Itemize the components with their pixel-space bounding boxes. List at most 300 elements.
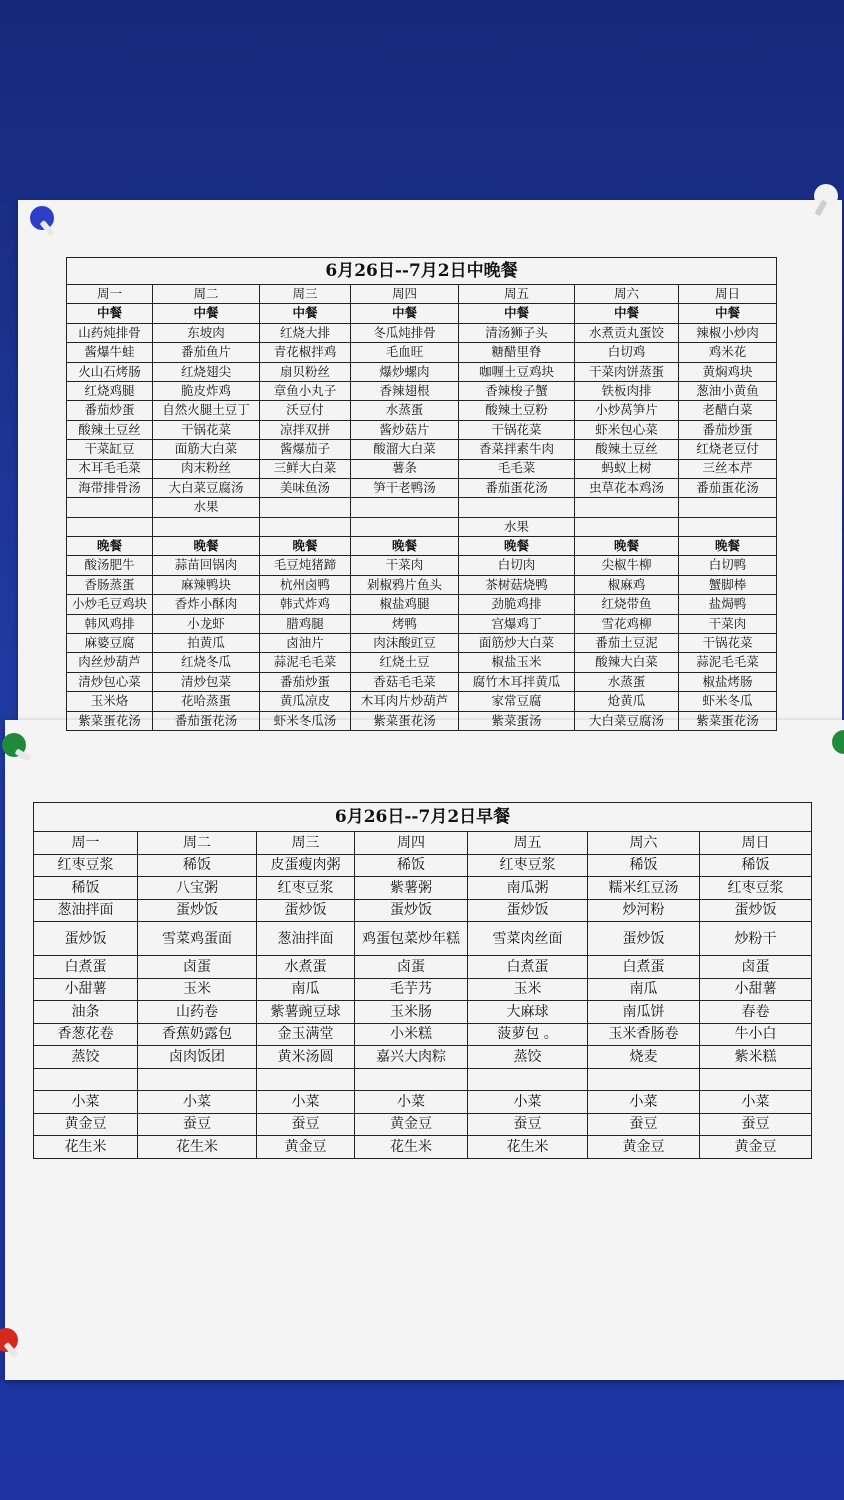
menu-cell: 周三 xyxy=(257,832,355,855)
menu-cell: 蛋炒饭 xyxy=(257,899,355,922)
menu-cell: 木耳毛毛菜 xyxy=(67,459,153,478)
menu-cell: 美味鱼汤 xyxy=(260,478,351,497)
menu-cell: 酱爆牛蛙 xyxy=(67,343,153,362)
lunch-dish-row xyxy=(67,459,777,478)
menu-cell: 糯米红豆汤 xyxy=(588,877,700,900)
menu-cell: 肉末粉丝 xyxy=(153,459,260,478)
menu-cell: 毛毛菜 xyxy=(459,459,575,478)
menu-cell xyxy=(34,1068,138,1091)
menu-cell: 紫菜蛋花汤 xyxy=(679,711,777,730)
menu-cell: 黄金豆 xyxy=(257,1136,355,1159)
menu-cell: 小米糕 xyxy=(355,1023,468,1046)
menu-cell: 椒盐玉米 xyxy=(459,653,575,672)
menu-cell: 干菜肉 xyxy=(679,614,777,633)
menu-cell: 自然火腿土豆丁 xyxy=(153,401,260,420)
menu-cell: 山药炖排骨 xyxy=(67,323,153,342)
menu-cell: 白煮蛋 xyxy=(588,956,700,979)
menu-cell: 南瓜粥 xyxy=(468,877,588,900)
lunch-dish-row xyxy=(67,401,777,420)
menu-cell: 酸汤肥牛 xyxy=(67,556,153,575)
menu-cell xyxy=(67,517,153,536)
menu-cell: 番茄炒蛋 xyxy=(260,672,351,691)
menu-cell: 卤蛋 xyxy=(138,956,257,979)
menu-cell: 椒盐烤肠 xyxy=(679,672,777,691)
menu-cell: 紫菜蛋花汤 xyxy=(67,711,153,730)
menu-cell: 酱爆茄子 xyxy=(260,440,351,459)
menu-cell: 小菜 xyxy=(355,1091,468,1114)
menu-cell: 蛋炒饭 xyxy=(468,899,588,922)
menu-cell: 椒盐鸡腿 xyxy=(351,595,459,614)
menu-cell: 酸溜大白菜 xyxy=(351,440,459,459)
menu-cell: 腐竹木耳拌黄瓜 xyxy=(459,672,575,691)
menu-cell xyxy=(700,1068,812,1091)
menu-cell: 蒜泥毛毛菜 xyxy=(679,653,777,672)
lunch-dish-row xyxy=(67,381,777,400)
menu-cell: 宫爆鸡丁 xyxy=(459,614,575,633)
white-pushpin xyxy=(814,184,838,208)
menu-cell: 番茄蛋花汤 xyxy=(459,478,575,497)
menu-cell: 炒粉干 xyxy=(700,922,812,956)
breakfast-row xyxy=(34,1023,812,1046)
menu-cell: 水果 xyxy=(153,498,260,517)
menu-cell: 周一 xyxy=(67,285,153,304)
menu-cell: 葱油拌面 xyxy=(34,899,138,922)
menu-cell: 鸡蛋包菜炒年糕 xyxy=(355,922,468,956)
menu-cell: 稀饭 xyxy=(138,854,257,877)
menu-cell: 雪花鸡柳 xyxy=(575,614,679,633)
menu-cell: 爆炒螺肉 xyxy=(351,362,459,381)
menu-cell: 南瓜 xyxy=(588,978,700,1001)
menu-cell: 中餐 xyxy=(260,304,351,323)
menu-cell xyxy=(260,517,351,536)
menu-cell xyxy=(468,1068,588,1091)
menu-cell: 干菜缸豆 xyxy=(67,440,153,459)
menu-cell xyxy=(355,1068,468,1091)
menu-cell: 三鲜大白菜 xyxy=(260,459,351,478)
menu-cell: 玉米 xyxy=(468,978,588,1001)
dinner-dish-row xyxy=(67,634,777,653)
menu-cell: 水煮贡丸蛋饺 xyxy=(575,323,679,342)
menu-cell: 干菜肉 xyxy=(351,556,459,575)
menu-cell: 番茄蛋花汤 xyxy=(153,711,260,730)
menu-cell: 蟹脚棒 xyxy=(679,575,777,594)
menu-cell: 花生米 xyxy=(355,1136,468,1159)
menu-cell: 小甜薯 xyxy=(34,978,138,1001)
menu-cell: 麻婆豆腐 xyxy=(67,634,153,653)
breakfast-row xyxy=(34,854,812,877)
menu-cell: 拍黄瓜 xyxy=(153,634,260,653)
menu-cell: 蚕豆 xyxy=(700,1113,812,1136)
menu-cell: 蛋炒饭 xyxy=(700,899,812,922)
breakfast-row xyxy=(34,978,812,1001)
menu-cell: 干锅花菜 xyxy=(679,634,777,653)
menu-cell: 老醋白菜 xyxy=(679,401,777,420)
menu-cell: 虾米冬瓜 xyxy=(679,692,777,711)
lunch-dinner-title-row xyxy=(67,258,777,285)
weekday-header-row xyxy=(34,832,812,855)
menu-cell: 白切肉 xyxy=(459,556,575,575)
menu-cell: 鸡米花 xyxy=(679,343,777,362)
menu-cell: 红枣豆浆 xyxy=(468,854,588,877)
menu-cell: 三丝本芹 xyxy=(679,459,777,478)
menu-cell: 干锅花菜 xyxy=(153,420,260,439)
menu-cell: 晚餐 xyxy=(153,537,260,556)
menu-cell: 尖椒牛柳 xyxy=(575,556,679,575)
menu-cell: 花生米 xyxy=(138,1136,257,1159)
menu-cell: 香菇毛毛菜 xyxy=(351,672,459,691)
menu-cell: 玉米 xyxy=(138,978,257,1001)
menu-cell xyxy=(575,498,679,517)
menu-cell: 玉米烙 xyxy=(67,692,153,711)
menu-cell: 花生米 xyxy=(34,1136,138,1159)
menu-cell: 蚕豆 xyxy=(468,1113,588,1136)
menu-cell: 周四 xyxy=(351,285,459,304)
menu-cell: 蛋炒饭 xyxy=(588,922,700,956)
menu-cell: 香辣梭子蟹 xyxy=(459,381,575,400)
menu-cell: 香辣翅根 xyxy=(351,381,459,400)
menu-cell: 小炒莴笋片 xyxy=(575,401,679,420)
menu-cell xyxy=(153,517,260,536)
menu-cell: 脆皮炸鸡 xyxy=(153,381,260,400)
menu-cell: 蚕豆 xyxy=(138,1113,257,1136)
menu-cell: 干菜肉饼蒸蛋 xyxy=(575,362,679,381)
menu-cell: 嘉兴大肉粽 xyxy=(355,1046,468,1069)
menu-cell: 雪菜鸡蛋面 xyxy=(138,922,257,956)
menu-cell: 花生米 xyxy=(468,1136,588,1159)
menu-cell: 杭州卤鸭 xyxy=(260,575,351,594)
menu-cell: 雪菜肉丝面 xyxy=(468,922,588,956)
breakfast-menu-table xyxy=(33,802,812,1159)
dinner-dish-row xyxy=(67,614,777,633)
menu-cell: 紫薯豌豆球 xyxy=(257,1001,355,1024)
menu-cell: 清炒包心菜 xyxy=(67,672,153,691)
breakfast-title: 6月26日--7月2日早餐 xyxy=(34,803,812,832)
breakfast-row xyxy=(34,1113,812,1136)
menu-cell: 干锅花菜 xyxy=(459,420,575,439)
menu-cell: 水蒸蛋 xyxy=(575,672,679,691)
menu-cell: 大白菜豆腐汤 xyxy=(153,478,260,497)
menu-cell: 炒河粉 xyxy=(588,899,700,922)
breakfast-row xyxy=(34,899,812,922)
menu-cell xyxy=(679,517,777,536)
menu-cell: 虫草花本鸡汤 xyxy=(575,478,679,497)
menu-cell: 沃豆付 xyxy=(260,401,351,420)
menu-cell: 小菜 xyxy=(700,1091,812,1114)
menu-cell: 黄金豆 xyxy=(34,1113,138,1136)
menu-cell: 中餐 xyxy=(351,304,459,323)
menu-cell: 红枣豆浆 xyxy=(257,877,355,900)
menu-cell: 红枣豆浆 xyxy=(34,854,138,877)
menu-cell: 晚餐 xyxy=(351,537,459,556)
menu-cell: 卤肉饭团 xyxy=(138,1046,257,1069)
menu-cell: 笋干老鸭汤 xyxy=(351,478,459,497)
menu-cell: 白切鸭 xyxy=(679,556,777,575)
menu-cell: 蒸饺 xyxy=(34,1046,138,1069)
breakfast-row xyxy=(34,1136,812,1159)
menu-cell: 青花椒拌鸡 xyxy=(260,343,351,362)
menu-cell: 周四 xyxy=(355,832,468,855)
menu-cell: 周五 xyxy=(459,285,575,304)
lunch-dish-row xyxy=(67,440,777,459)
menu-cell: 晚餐 xyxy=(260,537,351,556)
menu-cell xyxy=(260,498,351,517)
menu-cell: 香蕉奶露包 xyxy=(138,1023,257,1046)
menu-cell: 烤鸭 xyxy=(351,614,459,633)
menu-cell: 酸辣土豆丝 xyxy=(575,440,679,459)
menu-cell: 晚餐 xyxy=(679,537,777,556)
menu-cell: 肉沫酸豇豆 xyxy=(351,634,459,653)
menu-cell: 面筋炒大白菜 xyxy=(459,634,575,653)
menu-cell: 香葱花卷 xyxy=(34,1023,138,1046)
menu-cell: 蚕豆 xyxy=(257,1113,355,1136)
menu-cell: 红烧鸡腿 xyxy=(67,381,153,400)
menu-cell: 稀饭 xyxy=(588,854,700,877)
menu-cell xyxy=(588,1068,700,1091)
menu-cell: 番茄炒蛋 xyxy=(67,401,153,420)
menu-cell: 水蒸蛋 xyxy=(351,401,459,420)
menu-cell: 清汤狮子头 xyxy=(459,323,575,342)
menu-cell: 葱油拌面 xyxy=(257,922,355,956)
menu-cell: 蛋炒饭 xyxy=(355,899,468,922)
menu-cell: 毛血旺 xyxy=(351,343,459,362)
menu-cell: 香炸小酥肉 xyxy=(153,595,260,614)
menu-cell: 麻辣鸭块 xyxy=(153,575,260,594)
menu-cell: 番茄蛋花汤 xyxy=(679,478,777,497)
menu-cell: 剁椒鸦片鱼头 xyxy=(351,575,459,594)
menu-cell: 章鱼小丸子 xyxy=(260,381,351,400)
menu-cell: 黄金豆 xyxy=(700,1136,812,1159)
menu-cell: 周二 xyxy=(153,285,260,304)
menu-cell: 玉米香肠卷 xyxy=(588,1023,700,1046)
menu-cell: 茶树菇烧鸭 xyxy=(459,575,575,594)
menu-cell: 周一 xyxy=(34,832,138,855)
weekday-header-row xyxy=(67,285,777,304)
menu-cell: 番茄鱼片 xyxy=(153,343,260,362)
menu-cell: 番茄土豆泥 xyxy=(575,634,679,653)
dinner-dish-row xyxy=(67,575,777,594)
menu-cell: 春卷 xyxy=(700,1001,812,1024)
menu-cell: 白煮蛋 xyxy=(468,956,588,979)
menu-cell: 稀饭 xyxy=(355,854,468,877)
menu-cell: 酸辣大白菜 xyxy=(575,653,679,672)
menu-cell: 晚餐 xyxy=(459,537,575,556)
menu-cell: 酸辣土豆粉 xyxy=(459,401,575,420)
dinner-dish-row xyxy=(67,556,777,575)
menu-cell: 家常豆腐 xyxy=(459,692,575,711)
menu-cell: 小龙虾 xyxy=(153,614,260,633)
menu-cell: 红烧冬瓜 xyxy=(153,653,260,672)
dinner-dish-row xyxy=(67,692,777,711)
menu-cell: 南瓜 xyxy=(257,978,355,1001)
menu-cell: 卤蛋 xyxy=(700,956,812,979)
menu-cell: 中餐 xyxy=(153,304,260,323)
menu-cell: 小炒毛豆鸡块 xyxy=(67,595,153,614)
menu-cell: 蒜泥毛毛菜 xyxy=(260,653,351,672)
lunch-dish-row xyxy=(67,478,777,497)
menu-cell: 卤蛋 xyxy=(355,956,468,979)
menu-cell: 白切鸡 xyxy=(575,343,679,362)
menu-cell: 水煮蛋 xyxy=(257,956,355,979)
menu-cell: 周六 xyxy=(588,832,700,855)
menu-cell: 黄瓜凉皮 xyxy=(260,692,351,711)
menu-cell: 木耳肉片炒葫芦 xyxy=(351,692,459,711)
menu-cell: 周日 xyxy=(679,285,777,304)
dinner-dish-row xyxy=(67,595,777,614)
menu-cell: 劲脆鸡排 xyxy=(459,595,575,614)
menu-cell: 咖喱土豆鸡块 xyxy=(459,362,575,381)
menu-cell: 周六 xyxy=(575,285,679,304)
menu-cell xyxy=(679,498,777,517)
menu-cell: 小菜 xyxy=(588,1091,700,1114)
menu-cell: 油条 xyxy=(34,1001,138,1024)
menu-cell: 中餐 xyxy=(67,304,153,323)
menu-cell: 海带排骨汤 xyxy=(67,478,153,497)
menu-cell: 葱油小黄鱼 xyxy=(679,381,777,400)
menu-cell: 蛋炒饭 xyxy=(34,922,138,956)
lunch-dinner-title: 6月26日--7月2日中晚餐 xyxy=(67,258,777,285)
menu-cell xyxy=(257,1068,355,1091)
menu-cell: 毛豆炖猪蹄 xyxy=(260,556,351,575)
menu-cell: 八宝粥 xyxy=(138,877,257,900)
menu-cell: 金玉满堂 xyxy=(257,1023,355,1046)
menu-cell: 东坡肉 xyxy=(153,323,260,342)
menu-cell: 大麻球 xyxy=(468,1001,588,1024)
menu-cell: 周二 xyxy=(138,832,257,855)
menu-cell: 周五 xyxy=(468,832,588,855)
menu-cell: 牛小白 xyxy=(700,1023,812,1046)
menu-cell: 红烧老豆付 xyxy=(679,440,777,459)
menu-cell: 辣椒小炒肉 xyxy=(679,323,777,342)
lunch-dish-row xyxy=(67,420,777,439)
dinner-section-row xyxy=(67,537,777,556)
menu-cell: 紫薯粥 xyxy=(355,877,468,900)
menu-cell: 红烧大排 xyxy=(260,323,351,342)
menu-cell: 火山石烤肠 xyxy=(67,362,153,381)
dinner-dish-row xyxy=(67,711,777,730)
menu-cell: 盐焗鸭 xyxy=(679,595,777,614)
menu-cell xyxy=(67,498,153,517)
menu-cell: 韩风鸡排 xyxy=(67,614,153,633)
dinner-dish-row xyxy=(67,672,777,691)
menu-cell: 蚂蚁上树 xyxy=(575,459,679,478)
breakfast-row xyxy=(34,922,812,956)
menu-cell: 小菜 xyxy=(257,1091,355,1114)
breakfast-row xyxy=(34,1001,812,1024)
menu-cell: 卤油片 xyxy=(260,634,351,653)
menu-cell: 香菜拌素牛肉 xyxy=(459,440,575,459)
menu-cell: 黄金豆 xyxy=(355,1113,468,1136)
menu-cell: 山药卷 xyxy=(138,1001,257,1024)
menu-cell: 黄焖鸡块 xyxy=(679,362,777,381)
menu-cell: 香肠蒸蛋 xyxy=(67,575,153,594)
menu-cell: 黄金豆 xyxy=(588,1136,700,1159)
menu-cell: 小甜薯 xyxy=(700,978,812,1001)
menu-cell: 炝黄瓜 xyxy=(575,692,679,711)
menu-cell xyxy=(351,517,459,536)
menu-cell: 白煮蛋 xyxy=(34,956,138,979)
menu-cell: 韩式炸鸡 xyxy=(260,595,351,614)
green-pushpin xyxy=(2,733,26,757)
menu-cell: 腊鸡腿 xyxy=(260,614,351,633)
breakfast-row xyxy=(34,877,812,900)
breakfast-title-row xyxy=(34,803,812,832)
menu-cell: 稀饭 xyxy=(34,877,138,900)
menu-cell: 稀饭 xyxy=(700,854,812,877)
menu-cell: 扇贝粉丝 xyxy=(260,362,351,381)
menu-cell: 酸辣土豆丝 xyxy=(67,420,153,439)
breakfast-row xyxy=(34,1068,812,1091)
menu-cell: 南瓜饼 xyxy=(588,1001,700,1024)
menu-cell: 紫菜蛋汤 xyxy=(459,711,575,730)
fruit-row xyxy=(67,517,777,536)
lunch-dish-row xyxy=(67,343,777,362)
menu-cell: 虾米冬瓜汤 xyxy=(260,711,351,730)
menu-cell: 椒麻鸡 xyxy=(575,575,679,594)
lunch-dish-row xyxy=(67,362,777,381)
menu-cell: 小菜 xyxy=(34,1091,138,1114)
menu-cell: 黄米汤圆 xyxy=(257,1046,355,1069)
menu-cell: 凉拌双拼 xyxy=(260,420,351,439)
menu-cell xyxy=(138,1068,257,1091)
menu-cell xyxy=(459,498,575,517)
menu-cell: 糖醋里脊 xyxy=(459,343,575,362)
menu-cell: 玉米肠 xyxy=(355,1001,468,1024)
menu-cell: 酱炒菇片 xyxy=(351,420,459,439)
menu-cell: 紫菜蛋花汤 xyxy=(351,711,459,730)
menu-cell: 毛芋艿 xyxy=(355,978,468,1001)
menu-cell xyxy=(351,498,459,517)
menu-cell: 红枣豆浆 xyxy=(700,877,812,900)
menu-cell: 红烧土豆 xyxy=(351,653,459,672)
menu-cell: 清炒包菜 xyxy=(153,672,260,691)
menu-cell: 花哈蒸蛋 xyxy=(153,692,260,711)
menu-cell: 晚餐 xyxy=(575,537,679,556)
menu-cell: 肉丝炒葫芦 xyxy=(67,653,153,672)
breakfast-row xyxy=(34,956,812,979)
breakfast-row xyxy=(34,1046,812,1069)
menu-cell: 蒸饺 xyxy=(468,1046,588,1069)
menu-cell: 晚餐 xyxy=(67,537,153,556)
menu-cell: 中餐 xyxy=(575,304,679,323)
menu-cell: 薯条 xyxy=(351,459,459,478)
menu-cell: 中餐 xyxy=(459,304,575,323)
menu-cell: 蚕豆 xyxy=(588,1113,700,1136)
lunch-section-row xyxy=(67,304,777,323)
menu-cell: 水果 xyxy=(459,517,575,536)
menu-cell: 紫米糕 xyxy=(700,1046,812,1069)
menu-cell: 小菜 xyxy=(138,1091,257,1114)
menu-cell: 菠萝包 。 xyxy=(468,1023,588,1046)
menu-cell: 面筋大白菜 xyxy=(153,440,260,459)
menu-cell: 皮蛋瘦肉粥 xyxy=(257,854,355,877)
menu-cell: 蒜苗回锅肉 xyxy=(153,556,260,575)
menu-cell: 蛋炒饭 xyxy=(138,899,257,922)
menu-cell: 大白菜豆腐汤 xyxy=(575,711,679,730)
menu-cell: 番茄炒蛋 xyxy=(679,420,777,439)
fruit-row xyxy=(67,498,777,517)
dinner-dish-row xyxy=(67,653,777,672)
menu-cell: 中餐 xyxy=(679,304,777,323)
blue-pushpin xyxy=(30,206,54,230)
menu-cell: 周三 xyxy=(260,285,351,304)
menu-cell: 烧麦 xyxy=(588,1046,700,1069)
lunch-dinner-menu-table xyxy=(66,257,777,731)
menu-cell: 铁板肉排 xyxy=(575,381,679,400)
menu-cell: 红烧带鱼 xyxy=(575,595,679,614)
menu-cell: 冬瓜炖排骨 xyxy=(351,323,459,342)
menu-cell: 虾米包心菜 xyxy=(575,420,679,439)
menu-cell: 红烧翅尖 xyxy=(153,362,260,381)
